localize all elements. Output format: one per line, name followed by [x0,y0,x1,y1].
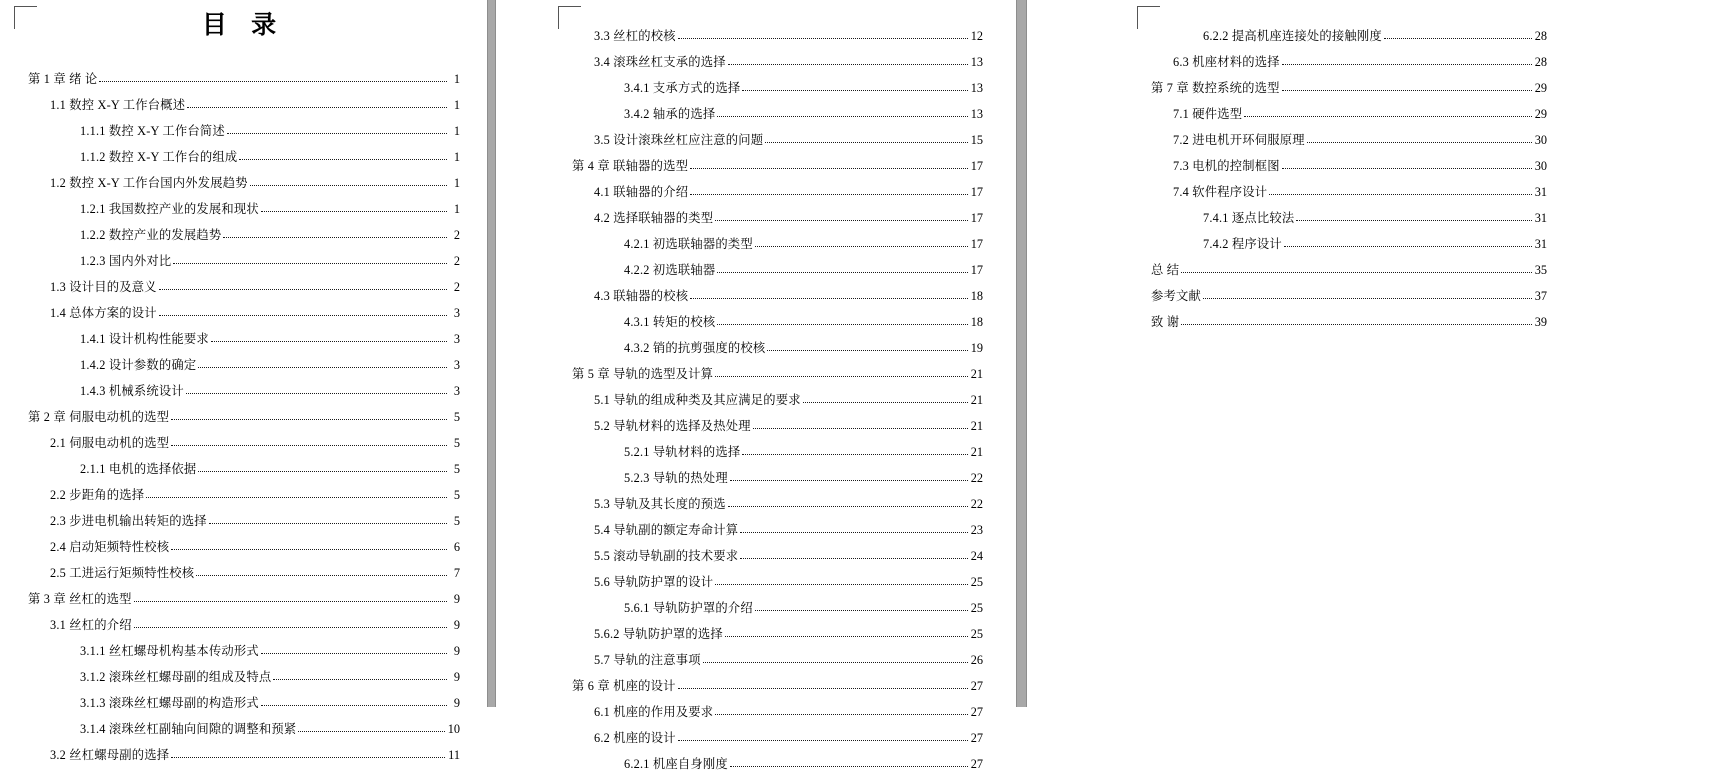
toc-entry-label: 3.5 设计滚珠丝杠应注意的问题 [594,132,764,147]
toc-entry-label: 7.1 硬件选型 [1173,106,1243,121]
toc-entry-page-number: 2 [453,253,460,268]
toc-entry-label: 7.3 电机的控制框图 [1173,158,1280,173]
toc-entry-label: 3.1 丝杠的介绍 [50,617,132,632]
toc-entry-page-number: 7 [453,565,460,580]
toc-entry-page-number: 19 [970,340,983,355]
toc-entry[interactable] [558,744,983,770]
toc-entry-page-number: 11 [448,747,460,762]
toc-entry[interactable] [1137,250,1547,276]
toc-list-page-1 [0,59,487,761]
document-page-2[interactable] [496,0,1016,771]
toc-entry-label: 第 6 章 机座的设计 [572,678,676,693]
toc-entry-label: 1.1.1 数控 X-Y 工作台简述 [80,123,225,138]
toc-entry-label: 3.3 丝杠的校核 [594,28,676,43]
toc-leader-dots [678,739,968,741]
toc-entry-page-number: 29 [1534,80,1547,95]
toc-entry[interactable] [1137,302,1547,328]
toc-entry[interactable] [558,120,983,146]
toc-entry[interactable] [14,189,460,215]
toc-entry-label: 5.3 导轨及其长度的预选 [594,496,726,511]
toc-leader-dots [99,80,447,82]
toc-entry-label: 6.2.1 机座自身刚度 [624,756,728,771]
toc-entry[interactable] [1137,146,1547,172]
toc-entry-page-number: 28 [1534,54,1547,69]
toc-leader-dots [803,401,968,403]
toc-entry-label: 2.5 工进运行矩频特性校核 [50,565,195,580]
toc-entry-page-number: 21 [970,392,983,407]
toc-entry[interactable] [1137,198,1547,224]
toc-leader-dots [742,453,967,455]
toc-leader-dots [186,392,447,394]
toc-entry-label: 2.4 启动矩频特性校核 [50,539,170,554]
toc-entry-page-number: 9 [453,591,460,606]
toc-entry-label: 7.4 软件程序设计 [1173,184,1268,199]
toc-entry-label: 4.1 联轴器的介绍 [594,184,689,199]
toc-entry-label: 第 5 章 导轨的选型及计算 [572,366,714,381]
toc-leader-dots [740,531,967,533]
toc-entry-page-number: 21 [970,444,983,459]
toc-leader-dots [171,444,447,446]
toc-entry-label: 1.2.1 我国数控产业的发展和现状 [80,201,259,216]
toc-entry-label: 5.2 导轨材料的选择及热处理 [594,418,751,433]
toc-entry-page-number: 2 [453,279,460,294]
toc-title-block [0,0,487,59]
toc-leader-dots [717,115,967,117]
document-page-1[interactable] [0,0,487,762]
toc-entry-label: 总 结 [1151,262,1180,277]
toc-entry-page-number: 3 [453,383,460,398]
toc-entry-label: 第 7 章 数控系统的选型 [1151,80,1280,95]
toc-entry-label: 6.2.2 提高机座连接处的接触刚度 [1203,28,1382,43]
toc-entry[interactable] [1137,224,1547,250]
toc-entry[interactable] [14,553,460,579]
toc-leader-dots [703,661,968,663]
toc-leader-dots [261,704,447,706]
toc-leader-dots [1284,245,1532,247]
toc-entry[interactable] [14,397,460,423]
toc-leader-dots [1244,115,1531,117]
toc-entry-label: 第 2 章 伺服电动机的选型 [28,409,170,424]
toc-entry-page-number: 5 [453,461,460,476]
toc-entry-label: 4.3 联轴器的校核 [594,288,689,303]
toc-entry[interactable] [558,536,983,562]
toc-leader-dots [196,574,447,576]
toc-entry-label: 3.1.3 滚珠丝杠螺母副的构造形式 [80,695,259,710]
toc-entry-page-number: 31 [1534,210,1547,225]
toc-entry-page-number: 1 [453,71,460,86]
toc-entry-page-number: 31 [1534,184,1547,199]
toc-leader-dots [715,375,968,377]
toc-entry[interactable] [558,458,983,484]
toc-entry[interactable] [1137,172,1547,198]
toc-leader-dots [678,37,968,39]
toc-entry-label: 3.1.1 丝杠螺母机构基本传动形式 [80,643,259,658]
toc-entry-label: 4.2 选择联轴器的类型 [594,210,714,225]
toc-entry-label: 5.4 导轨副的额定寿命计算 [594,522,739,537]
toc-entry[interactable] [558,432,983,458]
toc-entry-page-number: 35 [1534,262,1547,277]
toc-leader-dots [250,184,447,186]
toc-leader-dots [227,132,447,134]
toc-entry-page-number: 5 [453,409,460,424]
toc-entry-page-number: 9 [453,695,460,710]
toc-entry-label: 第 1 章 绪 论 [28,71,98,86]
toc-entry-page-number: 9 [453,669,460,684]
toc-entry-page-number: 18 [970,288,983,303]
toc-entry[interactable] [14,527,460,553]
toc-leader-dots [755,245,968,247]
toc-entry[interactable] [558,562,983,588]
toc-entry-page-number: 5 [453,513,460,528]
toc-leader-dots [728,505,968,507]
toc-entry-label: 6.3 机座材料的选择 [1173,54,1280,69]
toc-entry[interactable] [558,42,983,68]
toc-entry-label: 7.4.1 逐点比较法 [1203,210,1295,225]
toc-entry[interactable] [1137,276,1547,302]
toc-entry[interactable] [14,137,460,163]
toc-entry[interactable] [558,146,983,172]
toc-entry-page-number: 9 [453,643,460,658]
toc-entry[interactable] [14,683,460,709]
toc-leader-dots [1269,193,1531,195]
toc-entry-label: 4.2.1 初选联轴器的类型 [624,236,753,251]
toc-entry[interactable] [1137,120,1547,146]
toc-entry[interactable] [14,371,460,397]
toc-entry[interactable] [558,94,983,120]
toc-entry-label: 4.2.2 初选联轴器 [624,262,716,277]
toc-leader-dots [717,323,967,325]
toc-entry-label: 5.7 导轨的注意事项 [594,652,701,667]
page-gutter-1 [487,0,496,707]
toc-entry[interactable] [14,449,460,475]
toc-leader-dots [1181,271,1531,273]
toc-leader-dots [198,470,447,472]
toc-entry-label: 第 3 章 丝杠的选型 [28,591,132,606]
toc-entry-page-number: 5 [453,435,460,450]
toc-entry[interactable] [14,293,460,319]
toc-entry-page-number: 39 [1534,314,1547,329]
toc-entry-page-number: 21 [970,366,983,381]
toc-entry-page-number: 24 [970,548,983,563]
toc-entry[interactable] [558,484,983,510]
toc-entry[interactable] [558,198,983,224]
toc-entry[interactable] [14,163,460,189]
toc-entry[interactable] [558,172,983,198]
toc-entry-label: 7.2 进电机开环伺服原理 [1173,132,1305,147]
toc-leader-dots [173,262,447,264]
toc-entry[interactable] [14,345,460,371]
toc-entry-page-number: 1 [453,123,460,138]
toc-entry-page-number: 3 [453,357,460,372]
toc-entry[interactable] [14,709,460,735]
crop-mark-top-left [558,6,581,29]
toc-entry-page-number: 37 [1534,288,1547,303]
toc-leader-dots [273,678,447,680]
toc-entry-page-number: 17 [970,262,983,277]
toc-leader-dots [1296,219,1531,221]
toc-entry[interactable] [14,605,460,631]
toc-entry-label: 6.2 机座的设计 [594,730,676,745]
toc-entry[interactable] [14,215,460,241]
toc-entry-page-number: 13 [970,106,983,121]
toc-entry[interactable] [14,735,460,761]
page-gutter-2 [1016,0,1027,707]
toc-entry-page-number: 1 [453,201,460,216]
toc-entry-label: 4.3.1 转矩的校核 [624,314,716,329]
toc-entry-label: 1.1.2 数控 X-Y 工作台的组成 [80,149,238,164]
toc-entry[interactable] [558,718,983,744]
toc-entry-page-number: 13 [970,54,983,69]
toc-entry-page-number: 25 [970,626,983,641]
toc-entry-label: 6.1 机座的作用及要求 [594,704,714,719]
toc-leader-dots [239,158,447,160]
toc-entry[interactable] [558,640,983,666]
toc-leader-dots [1282,63,1532,65]
toc-entry[interactable] [558,276,983,302]
toc-leader-dots [730,765,968,767]
toc-entry-label: 参考文献 [1151,288,1201,303]
toc-leader-dots [690,297,967,299]
toc-entry[interactable] [558,406,983,432]
toc-leader-dots [742,89,967,91]
toc-entry-label: 致 谢 [1151,314,1180,329]
toc-entry[interactable] [14,241,460,267]
toc-entry-label: 5.1 导轨的组成种类及其应满足的要求 [594,392,801,407]
toc-entry-page-number: 29 [1534,106,1547,121]
toc-list-page-3 [1027,16,1587,328]
toc-entry[interactable] [14,579,460,605]
toc-leader-dots [146,496,447,498]
toc-entry[interactable] [14,59,460,85]
toc-entry[interactable] [14,111,460,137]
toc-entry[interactable] [1137,42,1547,68]
toc-leader-dots [1203,297,1532,299]
toc-leader-dots [728,63,968,65]
toc-entry-page-number: 25 [970,600,983,615]
toc-entry-page-number: 31 [1534,236,1547,251]
toc-entry-label: 3.1.2 滚珠丝杠螺母副的组成及特点 [80,669,272,684]
toc-entry[interactable] [14,423,460,449]
toc-entry-page-number: 17 [970,184,983,199]
toc-leader-dots [171,548,447,550]
document-page-3[interactable] [1027,0,1587,707]
toc-leader-dots [1181,323,1531,325]
toc-entry[interactable] [558,692,983,718]
toc-entry-label: 5.2.1 导轨材料的选择 [624,444,741,459]
toc-entry[interactable] [14,631,460,657]
toc-entry[interactable] [14,85,460,111]
toc-leader-dots [198,366,447,368]
toc-entry-label: 5.6.2 导轨防护罩的选择 [594,626,723,641]
toc-leader-dots [1307,141,1532,143]
toc-leader-dots [223,236,447,238]
toc-leader-dots [755,609,968,611]
toc-entry[interactable] [558,224,983,250]
toc-entry-label: 4.3.2 销的抗剪强度的校核 [624,340,766,355]
toc-leader-dots [740,557,967,559]
toc-entry-label: 3.4.1 支承方式的选择 [624,80,741,95]
toc-leader-dots [717,271,967,273]
toc-leader-dots [171,756,445,758]
toc-entry-page-number: 27 [970,678,983,693]
toc-entry-label: 3.4.2 轴承的选择 [624,106,716,121]
toc-entry-page-number: 17 [970,236,983,251]
toc-entry[interactable] [14,501,460,527]
toc-leader-dots [261,652,447,654]
toc-entry-page-number: 23 [970,522,983,537]
toc-entry-page-number: 22 [970,496,983,511]
toc-entry-page-number: 13 [970,80,983,95]
toc-entry-label: 5.6 导轨防护罩的设计 [594,574,714,589]
toc-entry-page-number: 27 [970,704,983,719]
toc-leader-dots [690,167,968,169]
toc-entry[interactable] [1137,68,1547,94]
toc-entry-label: 3.4 滚珠丝杠支承的选择 [594,54,726,69]
toc-leader-dots [767,349,967,351]
toc-entry-page-number: 18 [970,314,983,329]
toc-entry-page-number: 22 [970,470,983,485]
toc-entry-label: 1.2 数控 X-Y 工作台国内外发展趋势 [50,175,248,190]
toc-leader-dots [159,314,447,316]
toc-leader-dots [298,730,444,732]
toc-entry-page-number: 1 [453,175,460,190]
toc-entry[interactable] [1137,16,1547,42]
toc-entry-label: 3.2 丝杠螺母副的选择 [50,747,170,762]
toc-leader-dots [715,219,967,221]
toc-leader-dots [261,210,447,212]
toc-entry-label: 1.2.3 国内外对比 [80,253,172,268]
toc-leader-dots [1384,37,1532,39]
toc-entry-page-number: 27 [970,730,983,745]
toc-entry-label: 2.3 步进电机输出转矩的选择 [50,513,207,528]
toc-leader-dots [753,427,968,429]
toc-entry-page-number: 9 [453,617,460,632]
toc-entry-label: 7.4.2 程序设计 [1203,236,1282,251]
toc-leader-dots [715,583,967,585]
toc-entry[interactable] [558,302,983,328]
toc-entry-label: 1.3 设计目的及意义 [50,279,157,294]
crop-mark-top-left [1137,6,1160,29]
toc-entry-label: 5.5 滚动导轨副的技术要求 [594,548,739,563]
toc-leader-dots [159,288,447,290]
toc-entry-page-number: 30 [1534,132,1547,147]
page-title: 目 录 [201,12,286,39]
toc-entry-page-number: 1 [453,97,460,112]
toc-entry[interactable] [558,510,983,536]
toc-entry-label: 第 4 章 联轴器的选型 [572,158,689,173]
toc-entry[interactable] [1137,94,1547,120]
toc-entry-page-number: 30 [1534,158,1547,173]
toc-leader-dots [187,106,447,108]
toc-entry[interactable] [14,267,460,293]
toc-leader-dots [1282,167,1532,169]
toc-entry-page-number: 5 [453,487,460,502]
toc-entry-page-number: 21 [970,418,983,433]
toc-entry-page-number: 2 [453,227,460,242]
toc-entry[interactable] [558,614,983,640]
toc-leader-dots [211,340,447,342]
toc-entry-page-number: 3 [453,331,460,346]
toc-entry[interactable] [558,250,983,276]
toc-entry[interactable] [558,16,983,42]
toc-entry-label: 5.2.3 导轨的热处理 [624,470,728,485]
toc-entry-label: 2.1.1 电机的选择依据 [80,461,197,476]
toc-entry[interactable] [14,657,460,683]
toc-entry-page-number: 12 [970,28,983,43]
toc-entry-label: 5.6.1 导轨防护罩的介绍 [624,600,753,615]
toc-leader-dots [690,193,967,195]
toc-entry-label: 2.2 步距角的选择 [50,487,145,502]
toc-entry-label: 3.1.4 滚珠丝杠副轴向间隙的调整和预紧 [80,721,297,736]
crop-mark-top-left [14,6,37,29]
toc-leader-dots [715,713,967,715]
toc-entry-label: 1.4.1 设计机构性能要求 [80,331,209,346]
toc-entry-page-number: 28 [1534,28,1547,43]
toc-list-page-2 [496,16,1016,770]
toc-entry[interactable] [558,380,983,406]
toc-entry-page-number: 1 [453,149,460,164]
toc-leader-dots [171,418,447,420]
toc-entry-page-number: 27 [970,756,983,771]
toc-entry-label: 1.2.2 数控产业的发展趋势 [80,227,222,242]
toc-leader-dots [134,600,447,602]
toc-entry-label: 1.4.2 设计参数的确定 [80,357,197,372]
toc-entry-page-number: 17 [970,210,983,225]
toc-entry-page-number: 10 [447,721,460,736]
toc-entry[interactable] [558,588,983,614]
toc-entry-label: 2.1 伺服电动机的选型 [50,435,170,450]
toc-leader-dots [1282,89,1532,91]
toc-entry[interactable] [558,328,983,354]
toc-entry-label: 1.1 数控 X-Y 工作台概述 [50,97,186,112]
toc-entry[interactable] [558,354,983,380]
toc-leader-dots [765,141,967,143]
toc-entry[interactable] [558,666,983,692]
toc-entry[interactable] [558,68,983,94]
toc-entry-page-number: 25 [970,574,983,589]
toc-leader-dots [134,626,447,628]
toc-leader-dots [678,687,968,689]
toc-entry-page-number: 3 [453,305,460,320]
toc-leader-dots [730,479,968,481]
toc-entry-label: 1.4.3 机械系统设计 [80,383,184,398]
toc-leader-dots [209,522,447,524]
toc-entry-page-number: 17 [970,158,983,173]
toc-entry[interactable] [14,319,460,345]
toc-entry-page-number: 6 [453,539,460,554]
toc-leader-dots [725,635,968,637]
toc-entry[interactable] [14,475,460,501]
toc-entry-label: 1.4 总体方案的设计 [50,305,157,320]
toc-entry-page-number: 15 [970,132,983,147]
toc-entry-page-number: 26 [970,652,983,667]
